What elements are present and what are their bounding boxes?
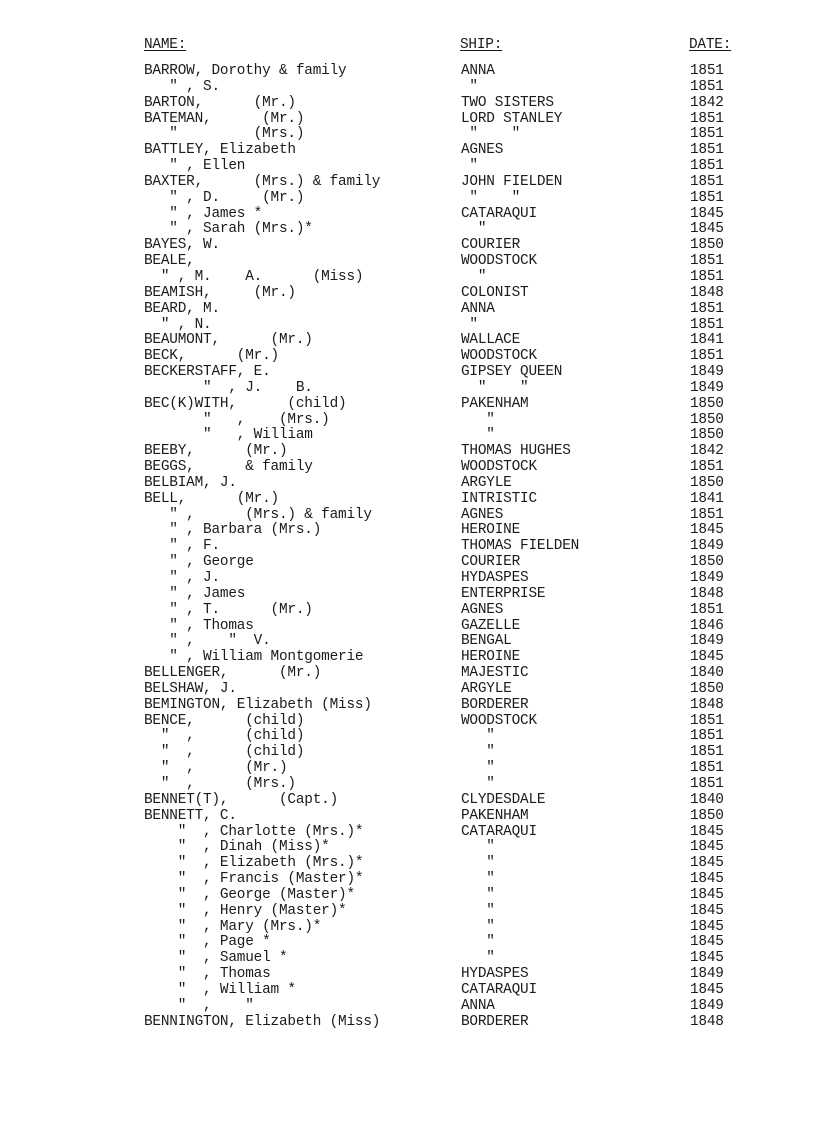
entry-date: 1851 [690, 110, 724, 127]
entry-ship: INTRISTIC [461, 490, 537, 507]
list-item [0, 888, 816, 904]
list-item [0, 777, 816, 793]
entry-name: BEGGS, & family [144, 459, 313, 476]
list-item [0, 729, 816, 745]
entry-date: 1851 [690, 712, 724, 729]
list-item [0, 413, 816, 429]
list-item [0, 381, 816, 397]
entry-ship: " " [461, 126, 521, 143]
entry-date: 1848 [690, 696, 724, 713]
entry-ship: " [461, 855, 495, 872]
list-item [0, 254, 816, 270]
list-item [0, 951, 816, 967]
entry-date: 1845 [690, 886, 724, 903]
entry-ship: " [461, 158, 478, 175]
entry-name: " , (child) [144, 744, 305, 761]
list-item [0, 207, 816, 223]
list-item [0, 714, 816, 730]
entry-date: 1850 [690, 427, 724, 444]
list-item [0, 238, 816, 254]
entry-name: " , Mary (Mrs.)* [144, 918, 322, 935]
entry-ship: " [461, 411, 495, 428]
entry-ship: GIPSEY QUEEN [461, 364, 563, 381]
entry-date: 1851 [690, 601, 724, 618]
list-item [0, 587, 816, 603]
entry-ship: " [461, 886, 495, 903]
entry-name: " , " V. [144, 633, 271, 650]
entry-name: BELL, (Mr.) [144, 490, 279, 507]
entry-ship: AGNES [461, 506, 504, 523]
entry-ship: WOODSTOCK [461, 459, 537, 476]
entry-ship: HEROINE [461, 522, 521, 539]
entry-date: 1851 [690, 300, 724, 317]
list-item [0, 428, 816, 444]
entry-date: 1851 [690, 63, 724, 79]
entry-ship: " [461, 839, 495, 856]
list-item [0, 840, 816, 856]
entry-date: 1850 [690, 680, 724, 697]
entry-name: " , Samuel * [144, 950, 288, 967]
entry-name: BEMINGTON, Elizabeth (Miss) [144, 696, 372, 713]
entry-ship: BORDERER [461, 1013, 529, 1030]
entry-date: 1845 [690, 902, 724, 919]
entry-name: " , M. A. (Miss) [144, 268, 364, 285]
entry-name: " , Thomas [144, 617, 254, 634]
list-item [0, 286, 816, 302]
list-item [0, 397, 816, 413]
passenger-list [0, 64, 816, 1030]
entry-date: 1845 [690, 522, 724, 539]
list-item [0, 365, 816, 381]
entry-ship: " [461, 316, 478, 333]
entry-date: 1848 [690, 1013, 724, 1030]
entry-ship: COURIER [461, 237, 521, 254]
entry-name: " , Charlotte (Mrs.)* [144, 823, 364, 840]
entry-name: " , (child) [144, 728, 305, 745]
entry-name: " , (Mrs.) [144, 775, 296, 792]
list-item [0, 175, 816, 191]
list-item [0, 349, 816, 365]
list-item [0, 444, 816, 460]
entry-date: 1851 [690, 760, 724, 777]
entry-name: BEC(K)WITH, (child) [144, 395, 347, 412]
entry-ship: " [461, 744, 495, 761]
entry-name: BENNETT, C. [144, 807, 237, 824]
list-item [0, 270, 816, 286]
entry-date: 1845 [690, 950, 724, 967]
entry-ship: " [461, 918, 495, 935]
entry-name: BENCE, (child) [144, 712, 305, 729]
entry-name: BECKERSTAFF, E. [144, 364, 271, 381]
entry-ship: " [461, 934, 495, 951]
entry-ship: AGNES [461, 142, 504, 159]
entry-date: 1849 [690, 570, 724, 586]
entry-name: BELBIAM, J. [144, 474, 237, 491]
entry-ship: WOODSTOCK [461, 348, 537, 365]
entry-ship: HYDASPES [461, 570, 529, 586]
entry-date: 1850 [690, 474, 724, 491]
entry-name: BEEBY, (Mr.) [144, 443, 288, 460]
entry-ship: HYDASPES [461, 966, 529, 983]
list-item [0, 904, 816, 920]
list-item [0, 650, 816, 666]
entry-date: 1851 [690, 189, 724, 206]
entry-ship: COLONIST [461, 284, 529, 301]
entry-date: 1851 [690, 268, 724, 285]
list-item [0, 745, 816, 761]
entry-date: 1845 [690, 839, 724, 856]
entry-name: BEARD, M. [144, 300, 220, 317]
entry-ship: " " [461, 379, 529, 396]
entry-ship: LORD STANLEY [461, 110, 563, 127]
entry-date: 1851 [690, 728, 724, 745]
entry-ship: JOHN FIELDEN [461, 173, 563, 190]
entry-name: " , N. [144, 316, 212, 333]
list-item [0, 333, 816, 349]
entry-date: 1845 [690, 981, 724, 998]
entry-name: " , J. [144, 570, 220, 586]
entry-name: " (Mrs.) [144, 126, 305, 143]
entry-ship: " [461, 950, 495, 967]
entry-ship: BORDERER [461, 696, 529, 713]
entry-date: 1851 [690, 506, 724, 523]
list-item [0, 492, 816, 508]
entry-ship: CLYDESDALE [461, 791, 546, 808]
entry-date: 1842 [690, 94, 724, 111]
entry-name: " , George (Master)* [144, 886, 355, 903]
date-column-heading: DATE: [689, 37, 732, 53]
entry-name: " , William Montgomerie [144, 649, 364, 666]
entry-date: 1845 [690, 823, 724, 840]
entry-date: 1851 [690, 78, 724, 95]
entry-name: " , (Mr.) [144, 760, 288, 777]
list-item [0, 619, 816, 635]
entry-date: 1849 [690, 379, 724, 396]
entry-date: 1851 [690, 126, 724, 143]
entry-name: " , Dinah (Miss)* [144, 839, 330, 856]
entry-name: BAXTER, (Mrs.) & family [144, 173, 381, 190]
entry-date: 1850 [690, 237, 724, 254]
entry-ship: PAKENHAM [461, 807, 529, 824]
entry-ship: ANNA [461, 300, 495, 317]
entry-ship: COURIER [461, 554, 521, 571]
entry-name: BARROW, Dorothy & family [144, 63, 347, 79]
entry-ship: " [461, 728, 495, 745]
list-item [0, 793, 816, 809]
entry-name: BECK, (Mr.) [144, 348, 279, 365]
entry-ship: CATARAQUI [461, 981, 537, 998]
entry-date: 1849 [690, 633, 724, 650]
list-item [0, 967, 816, 983]
entry-date: 1845 [690, 871, 724, 888]
list-item [0, 143, 816, 159]
entry-ship: ARGYLE [461, 474, 512, 491]
entry-ship: ENTERPRISE [461, 585, 546, 602]
entry-date: 1840 [690, 665, 724, 682]
list-item [0, 222, 816, 238]
entry-name: BELSHAW, J. [144, 680, 237, 697]
entry-date: 1849 [690, 364, 724, 381]
entry-ship: AGNES [461, 601, 504, 618]
entry-ship: GAZELLE [461, 617, 521, 634]
list-item [0, 318, 816, 334]
list-item [0, 1015, 816, 1031]
entry-ship: " [461, 902, 495, 919]
entry-name: " , Henry (Master)* [144, 902, 347, 919]
list-item [0, 159, 816, 175]
entry-date: 1851 [690, 158, 724, 175]
entry-date: 1851 [690, 459, 724, 476]
entry-name: BEAMISH, (Mr.) [144, 284, 296, 301]
name-column-heading: NAME: [144, 37, 187, 53]
entry-name: " , D. (Mr.) [144, 189, 305, 206]
entry-ship: THOMAS HUGHES [461, 443, 571, 460]
entry-name: " , S. [144, 78, 220, 95]
entry-date: 1848 [690, 585, 724, 602]
entry-name: " , (Mrs.) & family [144, 506, 372, 523]
entry-name: " , " [144, 997, 254, 1014]
entry-date: 1849 [690, 997, 724, 1014]
entry-ship: WOODSTOCK [461, 712, 537, 729]
entry-date: 1845 [690, 855, 724, 872]
entry-date: 1849 [690, 966, 724, 983]
entry-name: " , William * [144, 981, 296, 998]
entry-date: 1851 [690, 142, 724, 159]
entry-name: BARTON, (Mr.) [144, 94, 296, 111]
entry-ship: " " [461, 189, 521, 206]
entry-date: 1840 [690, 791, 724, 808]
entry-name: " , Sarah (Mrs.)* [144, 221, 313, 238]
entry-date: 1845 [690, 649, 724, 666]
entry-date: 1851 [690, 253, 724, 270]
entry-name: " , Barbara (Mrs.) [144, 522, 322, 539]
list-item [0, 127, 816, 143]
entry-ship: TWO SISTERS [461, 94, 554, 111]
list-item [0, 809, 816, 825]
list-item [0, 761, 816, 777]
entry-date: 1850 [690, 807, 724, 824]
entry-ship: ARGYLE [461, 680, 512, 697]
entry-ship: WOODSTOCK [461, 253, 537, 270]
entry-ship: PAKENHAM [461, 395, 529, 412]
entry-date: 1846 [690, 617, 724, 634]
list-item [0, 856, 816, 872]
entry-date: 1850 [690, 411, 724, 428]
entry-name: " , Page * [144, 934, 271, 951]
entry-date: 1850 [690, 554, 724, 571]
entry-ship: ANNA [461, 997, 495, 1014]
entry-date: 1850 [690, 395, 724, 412]
entry-name: BATEMAN, (Mr.) [144, 110, 305, 127]
list-item [0, 508, 816, 524]
list-item [0, 555, 816, 571]
list-item [0, 825, 816, 841]
entry-name: " , Francis (Master)* [144, 871, 364, 888]
list-item [0, 191, 816, 207]
entry-ship: " [461, 78, 478, 95]
entry-name: BEALE, [144, 253, 195, 270]
list-item [0, 682, 816, 698]
entry-ship: THOMAS FIELDEN [461, 538, 580, 555]
entry-date: 1845 [690, 918, 724, 935]
list-item [0, 983, 816, 999]
list-item [0, 698, 816, 714]
entry-name: " , Thomas [144, 966, 271, 983]
ship-column-heading: SHIP: [460, 37, 503, 53]
entry-ship: WALLACE [461, 332, 521, 349]
entry-ship: " [461, 427, 495, 444]
entry-date: 1851 [690, 316, 724, 333]
entry-ship: " [461, 775, 495, 792]
list-item [0, 302, 816, 318]
entry-date: 1845 [690, 205, 724, 222]
entry-ship: ANNA [461, 63, 495, 79]
entry-name: BENNINGTON, Elizabeth (Miss) [144, 1013, 381, 1030]
list-item [0, 634, 816, 650]
list-item [0, 112, 816, 128]
entry-date: 1842 [690, 443, 724, 460]
list-item [0, 80, 816, 96]
entry-ship: " [461, 760, 495, 777]
entry-name: " , George [144, 554, 254, 571]
entry-date: 1841 [690, 490, 724, 507]
entry-ship: " [461, 268, 487, 285]
entry-name: BEAUMONT, (Mr.) [144, 332, 313, 349]
list-item [0, 476, 816, 492]
list-item [0, 935, 816, 951]
entry-date: 1851 [690, 775, 724, 792]
entry-name: " , Elizabeth (Mrs.)* [144, 855, 364, 872]
entry-name: " , F. [144, 538, 220, 555]
entry-ship: CATARAQUI [461, 823, 537, 840]
entry-date: 1851 [690, 173, 724, 190]
list-item [0, 999, 816, 1015]
list-item [0, 460, 816, 476]
entry-ship: " [461, 221, 487, 238]
list-item [0, 920, 816, 936]
entry-date: 1841 [690, 332, 724, 349]
entry-name: BATTLEY, Elizabeth [144, 142, 296, 159]
entry-date: 1845 [690, 934, 724, 951]
list-item [0, 603, 816, 619]
entry-date: 1851 [690, 744, 724, 761]
entry-name: " , James [144, 585, 246, 602]
entry-ship: MAJESTIC [461, 665, 529, 682]
entry-ship: BENGAL [461, 633, 512, 650]
entry-date: 1849 [690, 538, 724, 555]
list-item [0, 96, 816, 112]
column-header [0, 37, 816, 59]
entry-name: BELLENGER, (Mr.) [144, 665, 322, 682]
list-item [0, 539, 816, 555]
entry-ship: CATARAQUI [461, 205, 537, 222]
entry-date: 1851 [690, 348, 724, 365]
entry-name: " , J. B. [144, 379, 313, 396]
list-item [0, 571, 816, 587]
entry-date: 1845 [690, 221, 724, 238]
list-item [0, 872, 816, 888]
entry-name: " , James * [144, 205, 263, 222]
entry-name: " , Ellen [144, 158, 246, 175]
entry-date: 1848 [690, 284, 724, 301]
entry-name: " , (Mrs.) [144, 411, 330, 428]
list-item [0, 64, 816, 80]
entry-name: " , T. (Mr.) [144, 601, 313, 618]
entry-ship: HEROINE [461, 649, 521, 666]
entry-name: BENNET(T), (Capt.) [144, 791, 339, 808]
entry-name: BAYES, W. [144, 237, 220, 254]
list-item [0, 523, 816, 539]
entry-ship: " [461, 871, 495, 888]
entry-name: " , William [144, 427, 313, 444]
list-item [0, 666, 816, 682]
